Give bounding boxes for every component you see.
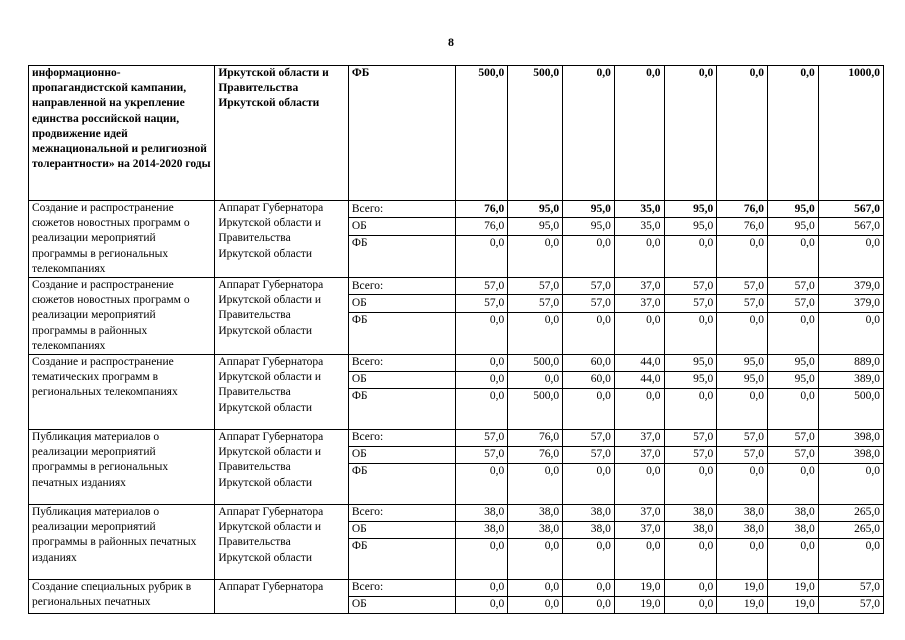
- value-cell: 0,0: [717, 389, 768, 430]
- value-cell: 38,0: [717, 505, 768, 522]
- value-cell: 0,0: [508, 580, 563, 597]
- value-cell: 57,0: [768, 430, 819, 447]
- value-cell: 0,0: [717, 464, 768, 505]
- value-cell: 0,0: [563, 539, 615, 580]
- total-cell: 0,0: [818, 539, 883, 580]
- value-cell: 0,0: [508, 539, 563, 580]
- value-cell: 76,0: [508, 430, 563, 447]
- value-cell: 0,0: [768, 235, 819, 277]
- executor-cell: Аппарат Губернатора Иркутской области и Правительства Иркутской области: [215, 201, 349, 278]
- value-cell: 0,0: [456, 539, 508, 580]
- funding-source: Всего:: [348, 201, 456, 218]
- value-cell: 57,0: [508, 278, 563, 295]
- value-cell: 95,0: [563, 218, 615, 235]
- funding-source: ФБ: [348, 235, 456, 277]
- total-cell: 889,0: [818, 355, 883, 372]
- value-cell: 57,0: [508, 295, 563, 312]
- table-row: [29, 580, 884, 597]
- value-cell: 95,0: [717, 372, 768, 389]
- value-cell: 60,0: [563, 372, 615, 389]
- total-cell: 500,0: [818, 389, 883, 430]
- table-row: [29, 66, 884, 201]
- value-cell: 0,0: [563, 389, 615, 430]
- measure-description: Создание специальных рубрик в региональных печатных: [29, 580, 215, 614]
- value-cell: 57,0: [563, 447, 615, 464]
- value-cell: 0,0: [508, 312, 563, 354]
- total-cell: 398,0: [818, 430, 883, 447]
- value-cell: 0,0: [456, 464, 508, 505]
- total-cell: 567,0: [818, 201, 883, 218]
- table-body: [29, 66, 884, 614]
- value-cell: 0,0: [456, 372, 508, 389]
- table-row: [29, 201, 884, 218]
- value-cell: 0,0: [563, 235, 615, 277]
- value-cell: 37,0: [614, 447, 664, 464]
- value-cell: 0,0: [768, 312, 819, 354]
- value-cell: 0,0: [614, 464, 664, 505]
- value-cell: 0,0: [563, 312, 615, 354]
- total-cell: 567,0: [818, 218, 883, 235]
- value-cell: 0,0: [717, 66, 768, 201]
- executor-cell: Аппарат Губернатора Иркутской области и Правительства Иркутской области: [215, 278, 349, 355]
- funding-source: ОБ: [348, 218, 456, 235]
- total-cell: 57,0: [818, 597, 883, 614]
- value-cell: 95,0: [508, 218, 563, 235]
- value-cell: 0,0: [768, 66, 819, 201]
- value-cell: 57,0: [664, 278, 717, 295]
- total-cell: 265,0: [818, 522, 883, 539]
- measure-description: Создание и распространение сюжетов новостных программ о реализации мероприятий программы в региональных телекомпаниях: [29, 201, 215, 278]
- value-cell: 0,0: [664, 66, 717, 201]
- total-cell: 0,0: [818, 464, 883, 505]
- value-cell: 0,0: [768, 389, 819, 430]
- total-cell: 0,0: [818, 235, 883, 277]
- value-cell: 37,0: [614, 295, 664, 312]
- value-cell: 44,0: [614, 372, 664, 389]
- funding-source: Всего:: [348, 278, 456, 295]
- value-cell: 0,0: [563, 464, 615, 505]
- value-cell: 0,0: [456, 355, 508, 372]
- value-cell: 0,0: [508, 235, 563, 277]
- measure-description: Создание и распространение тематических программ в региональных телекомпаниях: [29, 355, 215, 430]
- value-cell: 38,0: [768, 505, 819, 522]
- value-cell: 57,0: [664, 430, 717, 447]
- value-cell: 44,0: [614, 355, 664, 372]
- value-cell: 0,0: [456, 597, 508, 614]
- value-cell: 95,0: [768, 355, 819, 372]
- value-cell: 95,0: [664, 372, 717, 389]
- value-cell: 38,0: [456, 505, 508, 522]
- value-cell: 57,0: [768, 278, 819, 295]
- value-cell: 38,0: [664, 505, 717, 522]
- value-cell: 57,0: [563, 295, 615, 312]
- value-cell: 0,0: [456, 389, 508, 430]
- value-cell: 38,0: [508, 522, 563, 539]
- value-cell: 0,0: [614, 539, 664, 580]
- value-cell: 37,0: [614, 505, 664, 522]
- value-cell: 0,0: [614, 312, 664, 354]
- value-cell: 19,0: [768, 580, 819, 597]
- funding-source: Всего:: [348, 430, 456, 447]
- value-cell: 37,0: [614, 430, 664, 447]
- value-cell: 38,0: [664, 522, 717, 539]
- value-cell: 60,0: [563, 355, 615, 372]
- value-cell: 57,0: [456, 278, 508, 295]
- funding-source: ОБ: [348, 522, 456, 539]
- measure-description: Публикация материалов о реализации мероприятий программы в районных печатных изданиях: [29, 505, 215, 580]
- value-cell: 0,0: [508, 372, 563, 389]
- value-cell: 0,0: [768, 464, 819, 505]
- value-cell: 76,0: [717, 201, 768, 218]
- measure-description: Публикация материалов о реализации мероприятий программы в региональных печатных изданиях: [29, 430, 215, 505]
- value-cell: 0,0: [456, 312, 508, 354]
- value-cell: 76,0: [456, 201, 508, 218]
- value-cell: 0,0: [717, 235, 768, 277]
- value-cell: 35,0: [614, 201, 664, 218]
- value-cell: 0,0: [717, 539, 768, 580]
- total-cell: 265,0: [818, 505, 883, 522]
- total-cell: 398,0: [818, 447, 883, 464]
- value-cell: 57,0: [768, 447, 819, 464]
- table-row: [29, 430, 884, 447]
- value-cell: 0,0: [664, 539, 717, 580]
- value-cell: 500,0: [456, 66, 508, 201]
- executor-cell: Аппарат Губернатора: [215, 580, 349, 614]
- value-cell: 0,0: [664, 580, 717, 597]
- funding-source: ОБ: [348, 295, 456, 312]
- value-cell: 95,0: [664, 201, 717, 218]
- total-cell: 1000,0: [818, 66, 883, 201]
- total-cell: 57,0: [818, 580, 883, 597]
- total-cell: 379,0: [818, 278, 883, 295]
- value-cell: 0,0: [614, 389, 664, 430]
- value-cell: 19,0: [717, 580, 768, 597]
- value-cell: 95,0: [664, 218, 717, 235]
- funding-source: Всего:: [348, 355, 456, 372]
- funding-source: ФБ: [348, 312, 456, 354]
- value-cell: 19,0: [614, 597, 664, 614]
- budget-table: [28, 65, 884, 614]
- value-cell: 38,0: [717, 522, 768, 539]
- value-cell: 19,0: [717, 597, 768, 614]
- value-cell: 57,0: [563, 430, 615, 447]
- value-cell: 0,0: [664, 597, 717, 614]
- value-cell: 57,0: [768, 295, 819, 312]
- value-cell: 95,0: [717, 355, 768, 372]
- value-cell: 37,0: [614, 522, 664, 539]
- funding-source: ОБ: [348, 372, 456, 389]
- value-cell: 95,0: [768, 201, 819, 218]
- funding-source: ФБ: [348, 539, 456, 580]
- value-cell: 57,0: [456, 430, 508, 447]
- total-cell: 389,0: [818, 372, 883, 389]
- value-cell: 0,0: [614, 235, 664, 277]
- value-cell: 500,0: [508, 389, 563, 430]
- value-cell: 0,0: [508, 597, 563, 614]
- value-cell: 76,0: [508, 447, 563, 464]
- value-cell: 0,0: [563, 597, 615, 614]
- table-row: [29, 278, 884, 295]
- funding-source: Всего:: [348, 580, 456, 597]
- value-cell: 0,0: [717, 312, 768, 354]
- value-cell: 95,0: [768, 218, 819, 235]
- table-row: [29, 505, 884, 522]
- value-cell: 38,0: [563, 505, 615, 522]
- funding-source: ФБ: [348, 464, 456, 505]
- value-cell: 0,0: [768, 539, 819, 580]
- measure-description: информационно-пропагандистской кампании, направленной на укрепление единства российской нации, продвижение идей межнациональной и религиозной толерантности» на 2014-2020 годы: [29, 66, 215, 201]
- value-cell: 57,0: [717, 278, 768, 295]
- value-cell: 57,0: [717, 447, 768, 464]
- value-cell: 38,0: [508, 505, 563, 522]
- value-cell: 0,0: [664, 235, 717, 277]
- value-cell: 57,0: [456, 447, 508, 464]
- value-cell: 95,0: [664, 355, 717, 372]
- value-cell: 0,0: [563, 580, 615, 597]
- value-cell: 0,0: [563, 66, 615, 201]
- value-cell: 57,0: [664, 295, 717, 312]
- funding-source: ФБ: [348, 66, 456, 201]
- value-cell: 0,0: [456, 580, 508, 597]
- value-cell: 37,0: [614, 278, 664, 295]
- value-cell: 57,0: [456, 295, 508, 312]
- executor-cell: Аппарат Губернатора Иркутской области и Правительства Иркутской области: [215, 355, 349, 430]
- value-cell: 0,0: [664, 389, 717, 430]
- funding-source: ОБ: [348, 597, 456, 614]
- page-number: 8: [448, 35, 454, 49]
- funding-source: ОБ: [348, 447, 456, 464]
- value-cell: 95,0: [563, 201, 615, 218]
- value-cell: 95,0: [508, 201, 563, 218]
- value-cell: 35,0: [614, 218, 664, 235]
- value-cell: 0,0: [664, 464, 717, 505]
- value-cell: 95,0: [768, 372, 819, 389]
- value-cell: 57,0: [563, 278, 615, 295]
- value-cell: 500,0: [508, 355, 563, 372]
- value-cell: 76,0: [456, 218, 508, 235]
- value-cell: 57,0: [717, 295, 768, 312]
- funding-source: Всего:: [348, 505, 456, 522]
- executor-cell: Иркутской области и Правительства Иркутской области: [215, 66, 349, 201]
- value-cell: 38,0: [456, 522, 508, 539]
- value-cell: 0,0: [508, 464, 563, 505]
- table-row: [29, 355, 884, 372]
- funding-source: ФБ: [348, 389, 456, 430]
- executor-cell: Аппарат Губернатора Иркутской области и Правительства Иркутской области: [215, 505, 349, 580]
- value-cell: 0,0: [456, 235, 508, 277]
- value-cell: 0,0: [664, 312, 717, 354]
- value-cell: 19,0: [768, 597, 819, 614]
- value-cell: 19,0: [614, 580, 664, 597]
- value-cell: 57,0: [664, 447, 717, 464]
- value-cell: 38,0: [768, 522, 819, 539]
- value-cell: 0,0: [614, 66, 664, 201]
- value-cell: 38,0: [563, 522, 615, 539]
- executor-cell: Аппарат Губернатора Иркутской области и Правительства Иркутской области: [215, 430, 349, 505]
- value-cell: 57,0: [717, 430, 768, 447]
- value-cell: 76,0: [717, 218, 768, 235]
- value-cell: 500,0: [508, 66, 563, 201]
- total-cell: 0,0: [818, 312, 883, 354]
- total-cell: 379,0: [818, 295, 883, 312]
- measure-description: Создание и распространение сюжетов новостных программ о реализации мероприятий программы в районных телекомпаниях: [29, 278, 215, 355]
